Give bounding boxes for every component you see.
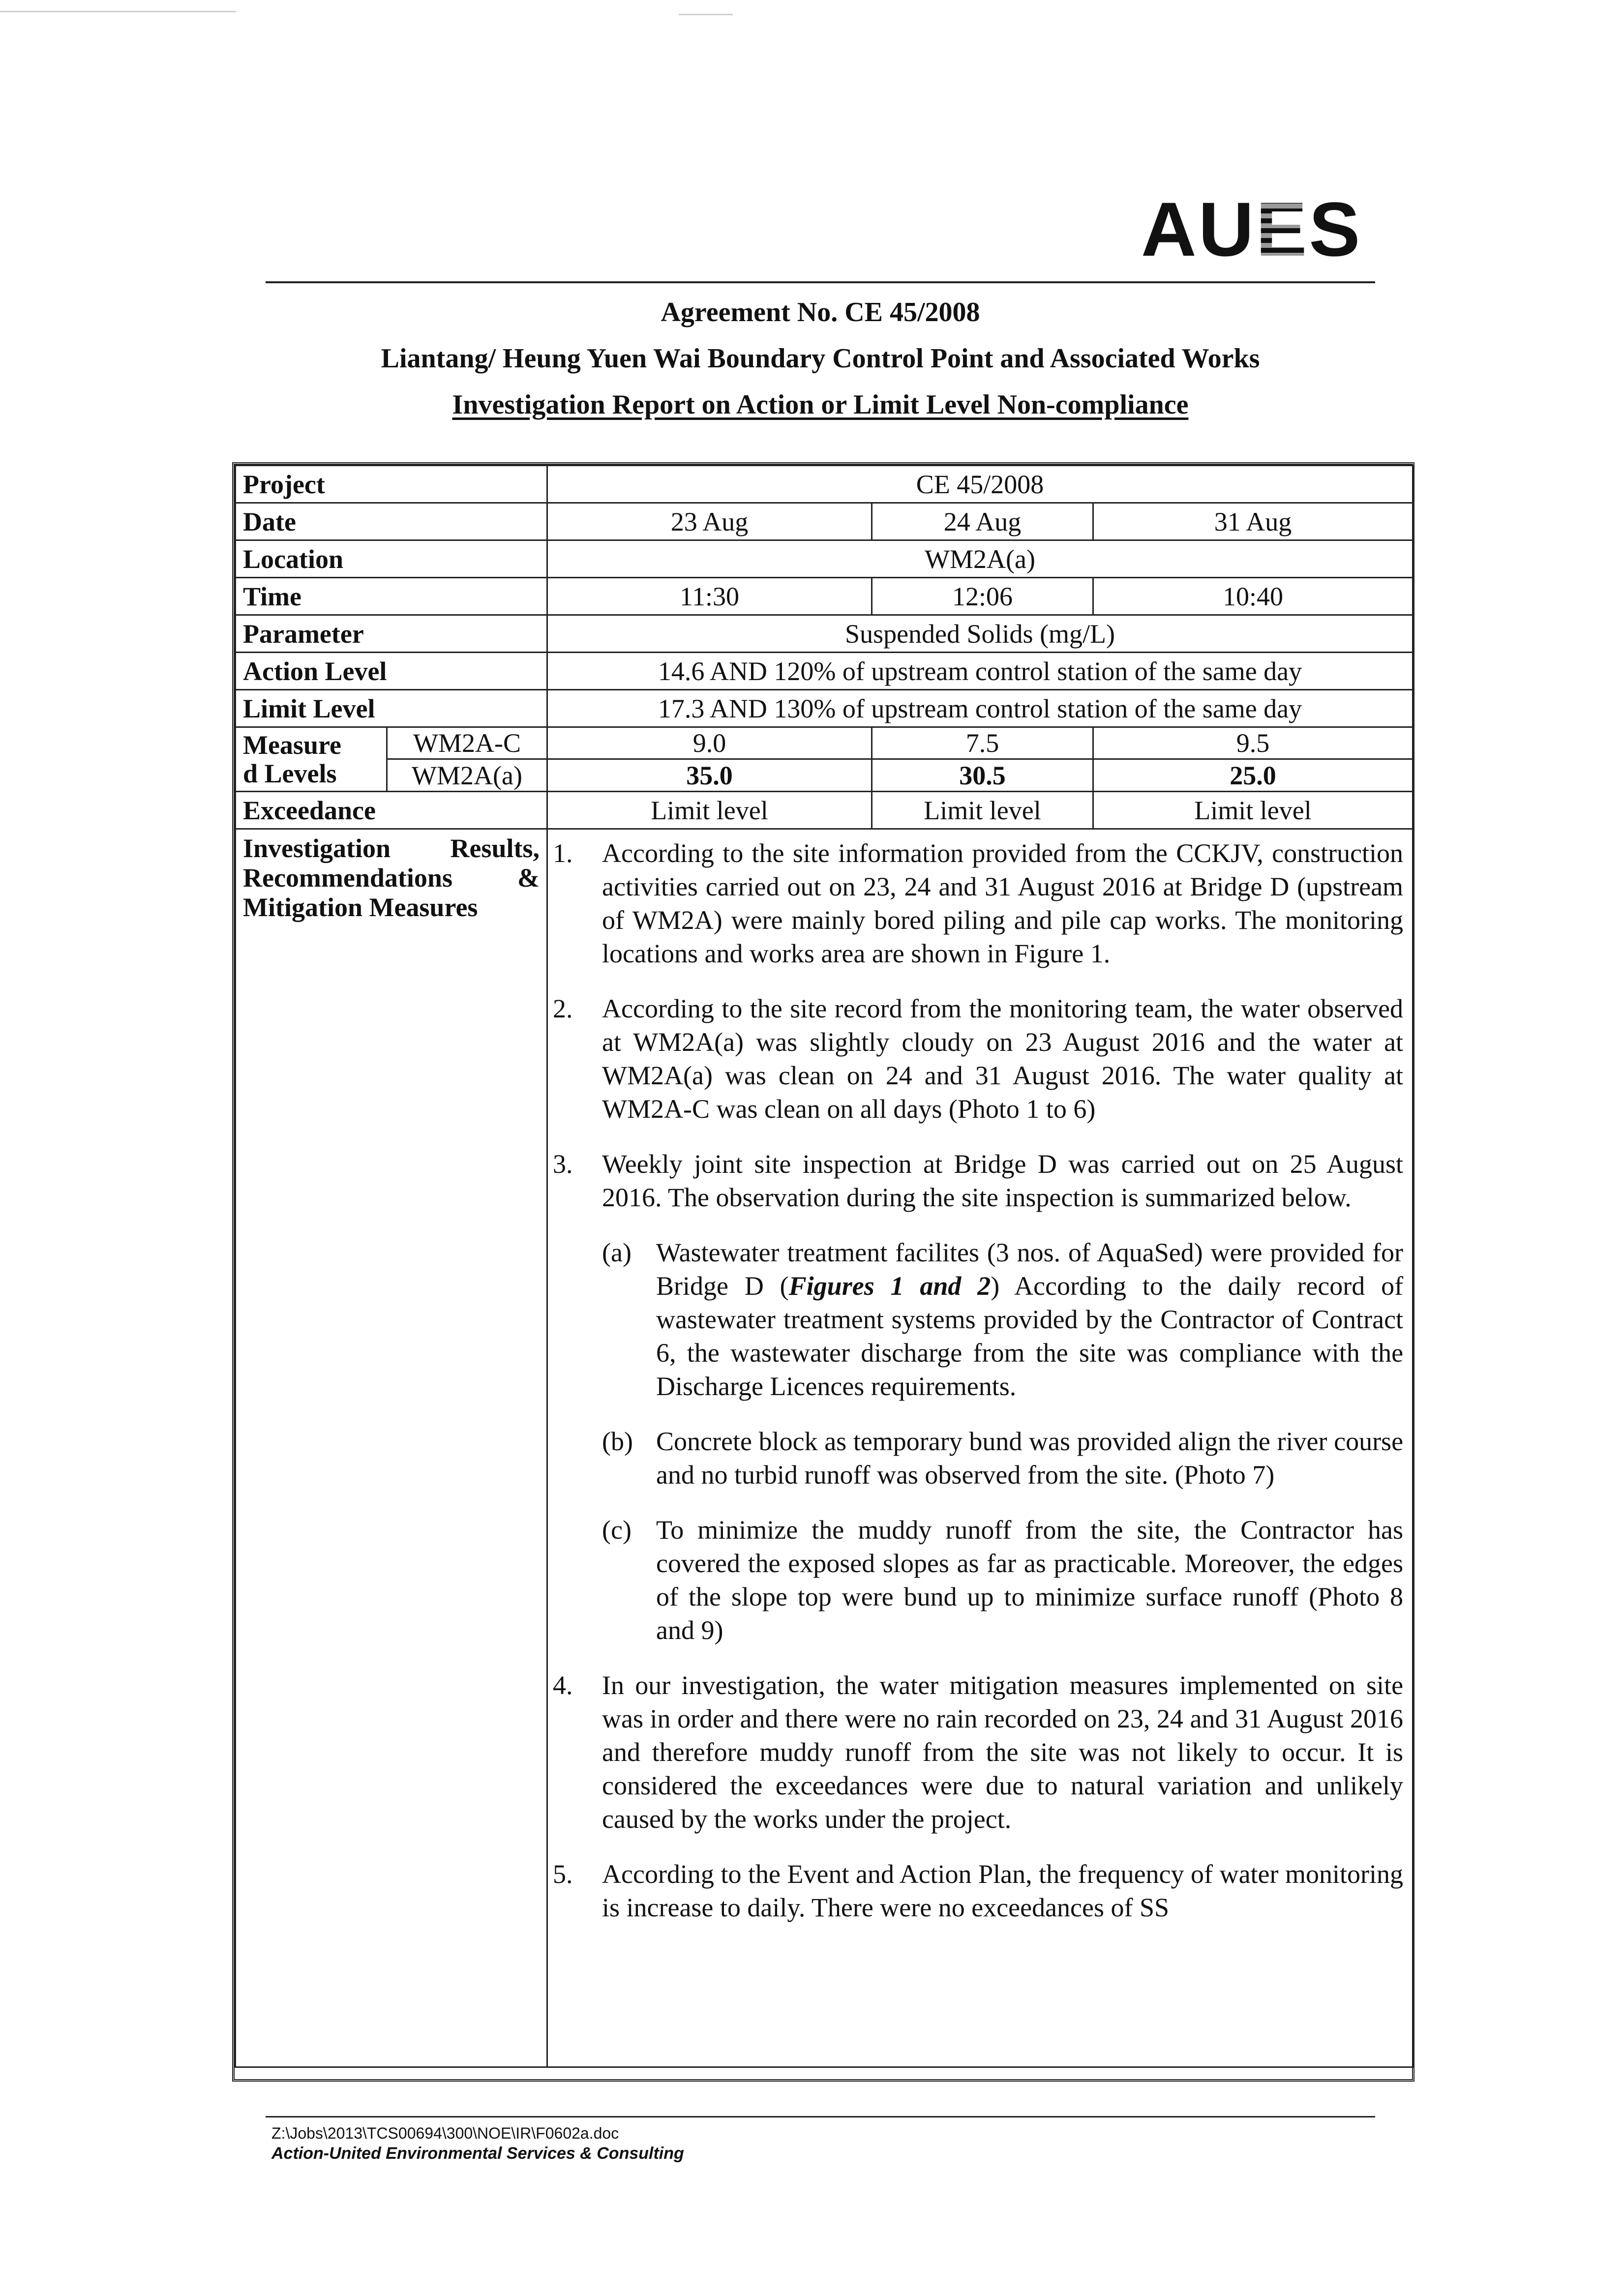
value-limit-level: 17.3 AND 130% of upstream control station of the same day bbox=[547, 690, 1413, 727]
label-investigation: Investigation Results, Recommendations & Mitigation Measures bbox=[236, 829, 547, 2067]
exceedance-3: Limit level bbox=[1093, 792, 1413, 829]
time-3: 10:40 bbox=[1093, 578, 1413, 615]
agreement-number: Agreement No. CE 45/2008 bbox=[661, 297, 980, 328]
row-limit-level bbox=[236, 690, 1413, 727]
value-action-level: 14.6 AND 120% of upstream control station of the same day bbox=[547, 653, 1413, 690]
wm2a-a-value-2: 30.5 bbox=[872, 759, 1093, 792]
company-logo: AUES bbox=[1141, 187, 1362, 272]
wm2a-c-value-2: 7.5 bbox=[872, 727, 1093, 759]
station-wm2a-a: WM2A(a) bbox=[387, 759, 547, 792]
date-3: 31 Aug bbox=[1093, 503, 1413, 540]
row-action-level bbox=[236, 653, 1413, 690]
finding-subitem: (b) Concrete block as temporary bund was provided align the river course and no turbid runoff was observed from the site. (Photo 7) bbox=[602, 1427, 1404, 1490]
finding-item: 2. According to the site record from the monitoring team, the water observed at WM2A(a) was slightly cloudy on 23 August 2016 and the water at WM2A(a) was clean on 24 and 31 August 2016. The water quality at WM2A-C was clean on all days (Photo 1 to 6) bbox=[553, 994, 1404, 1124]
row-parameter bbox=[236, 615, 1413, 653]
label-time: Time bbox=[236, 578, 547, 615]
label-parameter: Parameter bbox=[236, 615, 547, 653]
label-project: Project bbox=[236, 466, 547, 503]
scan-artifact bbox=[679, 14, 733, 15]
row-measured-wm2a-a bbox=[236, 759, 1413, 792]
row-exceedance bbox=[236, 792, 1413, 829]
value-parameter: Suspended Solids (mg/L) bbox=[547, 615, 1413, 653]
row-date bbox=[236, 503, 1413, 540]
investigation-findings bbox=[547, 829, 1413, 2067]
footer-rule bbox=[266, 2116, 1375, 2117]
investigation-table bbox=[232, 462, 1414, 2082]
row-measured-wm2a-c bbox=[236, 727, 1413, 759]
label-measured-levels: Measure d Levels bbox=[236, 727, 387, 792]
report-title: Investigation Report on Action or Limit Level Non-compliance bbox=[452, 389, 1189, 420]
project-title: Liantang/ Heung Yuen Wai Boundary Control Point and Associated Works bbox=[381, 343, 1260, 374]
wm2a-c-value-3: 9.5 bbox=[1093, 727, 1413, 759]
finding-item: 1. According to the site information provided from the CCKJV, construction activities carried out on 23, 24 and 31 August 2016 at Bridge D (upstream of WM2A) were mainly bored piling and pile cap works. The monitoring locations and works area are shown in Figure 1. bbox=[553, 838, 1404, 968]
label-action-level: Action Level bbox=[236, 653, 547, 690]
wm2a-c-value-1: 9.0 bbox=[547, 727, 872, 759]
row-location bbox=[236, 540, 1413, 578]
row-investigation bbox=[236, 829, 1413, 2067]
scan-artifact bbox=[0, 11, 236, 12]
exceedance-2: Limit level bbox=[872, 792, 1093, 829]
header-rule bbox=[266, 281, 1375, 283]
row-time bbox=[236, 578, 1413, 615]
label-exceedance: Exceedance bbox=[236, 792, 547, 829]
finding-item: 4. In our investigation, the water mitigation measures implemented on site was in order and there were no rain recorded on 23, 24 and 31 August 2016 and therefore muddy runoff from the site was not likely to occur. It is considered the exceedances were due to natural variation and unlikely caused by the works under the project. bbox=[553, 1670, 1404, 1834]
label-limit-level: Limit Level bbox=[236, 690, 547, 727]
label-date: Date bbox=[236, 503, 547, 540]
footer-file-path: Z:\Jobs\2013\TCS00694\300\NOE\IR\F0602a.doc bbox=[271, 2124, 619, 2142]
finding-subitem: (c) To minimize the muddy runoff from the site, the Contractor has covered the exposed slopes as far as practicable. Moreover, the edges of the slope top were bund up to minimize surface runoff (Photo 8 and 9) bbox=[602, 1515, 1404, 1645]
time-2: 12:06 bbox=[872, 578, 1093, 615]
label-location: Location bbox=[236, 540, 547, 578]
finding-item: 5. According to the Event and Action Plan, the frequency of water monitoring is increase to daily. There were no exceedances of SS bbox=[553, 1859, 1404, 1922]
finding-subitem: (a) Wastewater treatment facilites (3 nos. of AquaSed) were provided for Bridge D (Figures 1 and 2) According to the daily record of wastewater treatment systems provided by the Contractor of Contract 6, the wastewater discharge from the site was compliance with the Discharge Licences requirements. bbox=[602, 1238, 1404, 1401]
date-1: 23 Aug bbox=[547, 503, 872, 540]
wm2a-a-value-3: 25.0 bbox=[1093, 759, 1413, 792]
row-project bbox=[236, 466, 1413, 503]
station-wm2a-c: WM2A-C bbox=[387, 727, 547, 759]
value-location: WM2A(a) bbox=[547, 540, 1413, 578]
wm2a-a-value-1: 35.0 bbox=[547, 759, 872, 792]
finding-item: 3. Weekly joint site inspection at Bridge D was carried out on 25 August 2016. The observation during the site inspection is summarized below. (a) Wastewater treatment facilites (3 nos. of AquaSed) were provided for Bridge D (Figures 1 and 2) According to the daily record of wastewater treatment systems provided by the Contractor of Contract 6, the wastewater discharge from the site was compliance with the Discharge Licences requirements. (b) Concrete block as temporary bund was provided align the river course and no turbid runoff was observed from the site. (Photo 7) (c) To minimize the muddy runoff from the site, the Contractor has covered the exposed slopes as far as practicable. Moreover, the edges of the slope top were bund up to minimize surface runoff (Photo 8 and 9) bbox=[553, 1147, 1403, 1647]
date-2: 24 Aug bbox=[872, 503, 1093, 540]
value-project: CE 45/2008 bbox=[547, 466, 1413, 503]
exceedance-1: Limit level bbox=[547, 792, 872, 829]
time-1: 11:30 bbox=[547, 578, 872, 615]
footer-company: Action-United Environmental Services & Consulting bbox=[271, 2144, 684, 2163]
